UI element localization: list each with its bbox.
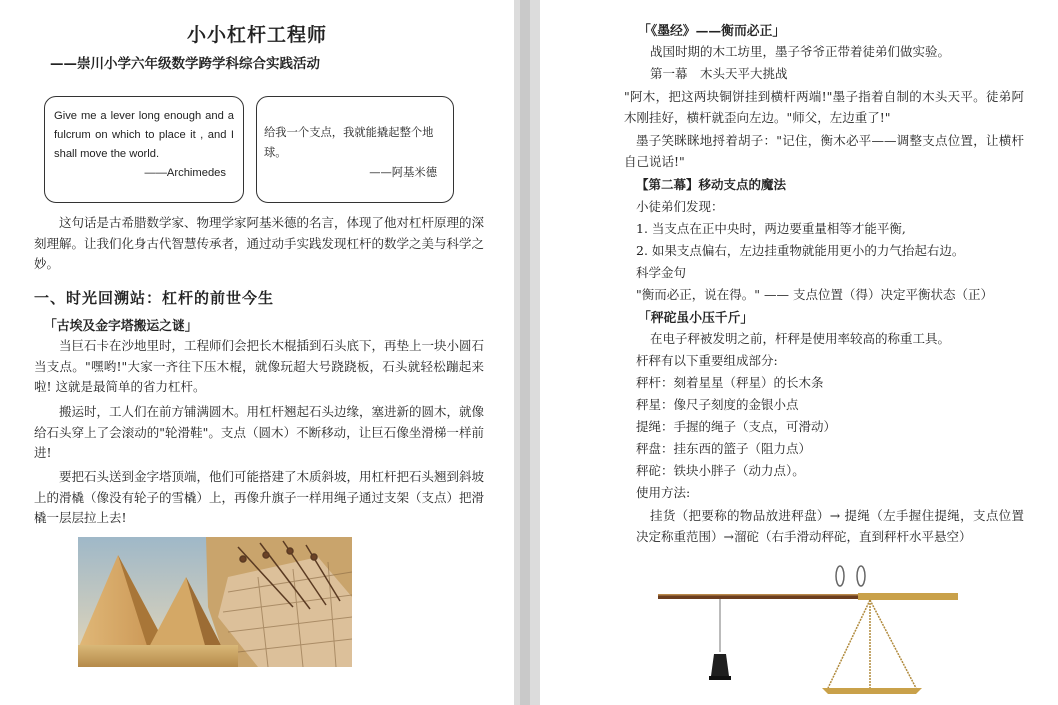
story-title: 「古埃及金字塔搬运之谜」: [44, 319, 198, 334]
mojing-title: 「《墨经》——衡而必正」: [638, 24, 786, 39]
usage-text: 挂货（把要称的物品放进秤盘）→ 提绳（左手握住提绳，支点位置决定称重范围）→溜砣（右手滑动秤砣，直到秤杆水平悬空）: [636, 508, 1024, 544]
story-paragraph-1: 当巨石卡在沙地里时，工程师们会把长木棍插到石头底下，再垫上一块小圆石当支点。"嘿哟!"大家一齐往下压木棍，就像玩超大号跷跷板，石头就轻松蹦起来啦! 这就是最简单的省力杠杆。: [34, 338, 485, 394]
act1-paragraph-2: 墨子笑眯眯地捋着胡子："记住，衡木必平——调整支点位置，让横杆自己说话!": [624, 133, 1024, 169]
quote-box-chinese: [256, 96, 454, 203]
right-page: [540, 0, 1058, 705]
part-item-4: 秤盘：挂东西的篮子（阻力点）: [636, 441, 812, 456]
golden-saying: "衡而必正，说在得。" —— 支点位置（得）决定平衡状态（正）: [636, 287, 993, 302]
quote-author-chinese: ——阿基米德: [369, 166, 437, 179]
pyramid-construction-image: [78, 537, 352, 667]
parts-title: 杆秤有以下重要组成部分:: [636, 353, 778, 368]
mojing-intro: 战国时期的木工坊里，墨子爷爷正带着徒弟们做实验。: [650, 44, 951, 59]
usage-title: 使用方法:: [636, 485, 691, 500]
page-subtitle: ——崇川小学六年级数学跨学科综合实践活动: [50, 56, 320, 72]
steelyard-title: 「秤砣虽小压千斤」: [638, 311, 754, 326]
part-item-3: 提绳：手握的绳子（支点，可滑动）: [636, 419, 837, 434]
section-heading: 一、时光回溯站：杠杆的前世今生: [34, 289, 275, 307]
page-title: 小小杠杆工程师: [186, 24, 327, 46]
quote-text-chinese: 给我一个支点，我就能撬起整个地球。: [264, 126, 434, 159]
story-paragraph-3: 要把石头送到金字塔顶端，他们可能搭建了木质斜坡，用杠杆把石头翘到斜坡上的滑橇（像没有轮子的雪橇）上，再像升旗子一样用绳子通过支架（支点）把滑橇一层层拉上去!: [34, 469, 485, 525]
part-item-2: 秤星：像尺子刻度的金银小点: [636, 397, 799, 412]
steelyard-scale-image: [658, 560, 958, 700]
golden-saying-label: 科学金句: [636, 265, 687, 280]
vertical-scrollbar[interactable]: [520, 0, 530, 705]
steelyard-intro: 在电子秤被发明之前，杆秤是使用率较高的称重工具。: [650, 331, 951, 346]
act2-title: 【第二幕】移动支点的魔法: [636, 177, 787, 192]
intro-paragraph: 这句话是古希腊数学家、物理学家阿基米德的名言，体现了他对杠杆原理的深刻理解。让我们化身古代智慧传承者，通过动手实践发现杠杆的数学之美与科学之妙。: [34, 215, 485, 271]
finding-2: 2. 如果支点偏右，左边挂重物就能用更小的力气抬起右边。: [636, 243, 965, 258]
left-page: [0, 0, 514, 705]
act1-paragraph-1: "阿木，把这两块铜饼挂到横杆两端!"墨子指着自制的木头天平。徒弟阿木刚挂好，横杆就歪向左边。"师父，左边重了!": [624, 89, 1024, 125]
finding-1: 1. 当支点在正中央时，两边要重量相等才能平衡,: [636, 221, 906, 236]
act1-title: 第一幕 木头天平大挑战: [650, 66, 788, 81]
part-item-1: 秤杆：刻着星星（秤星）的长木条: [636, 375, 824, 390]
quote-box-english: [44, 96, 244, 203]
quote-text-english: Give me a lever long enough and a fulcrum on which to place it , and I shall move the world.: [54, 110, 234, 160]
quote-author-english: ——Archimedes: [144, 167, 226, 179]
story-paragraph-2: 搬运时，工人们在前方铺满圆木。用杠杆翘起石头边缘，塞进新的圆木，就像给石头穿上了会滚动的"轮滑鞋"。支点（圆木）不断移动，让巨石像坐滑梯一样前进!: [34, 404, 485, 460]
discovery-label: 小徒弟们发现：: [636, 199, 724, 214]
part-item-5: 秤砣：铁块小胖子（动力点）。: [636, 463, 805, 478]
page-gutter: [514, 0, 540, 705]
